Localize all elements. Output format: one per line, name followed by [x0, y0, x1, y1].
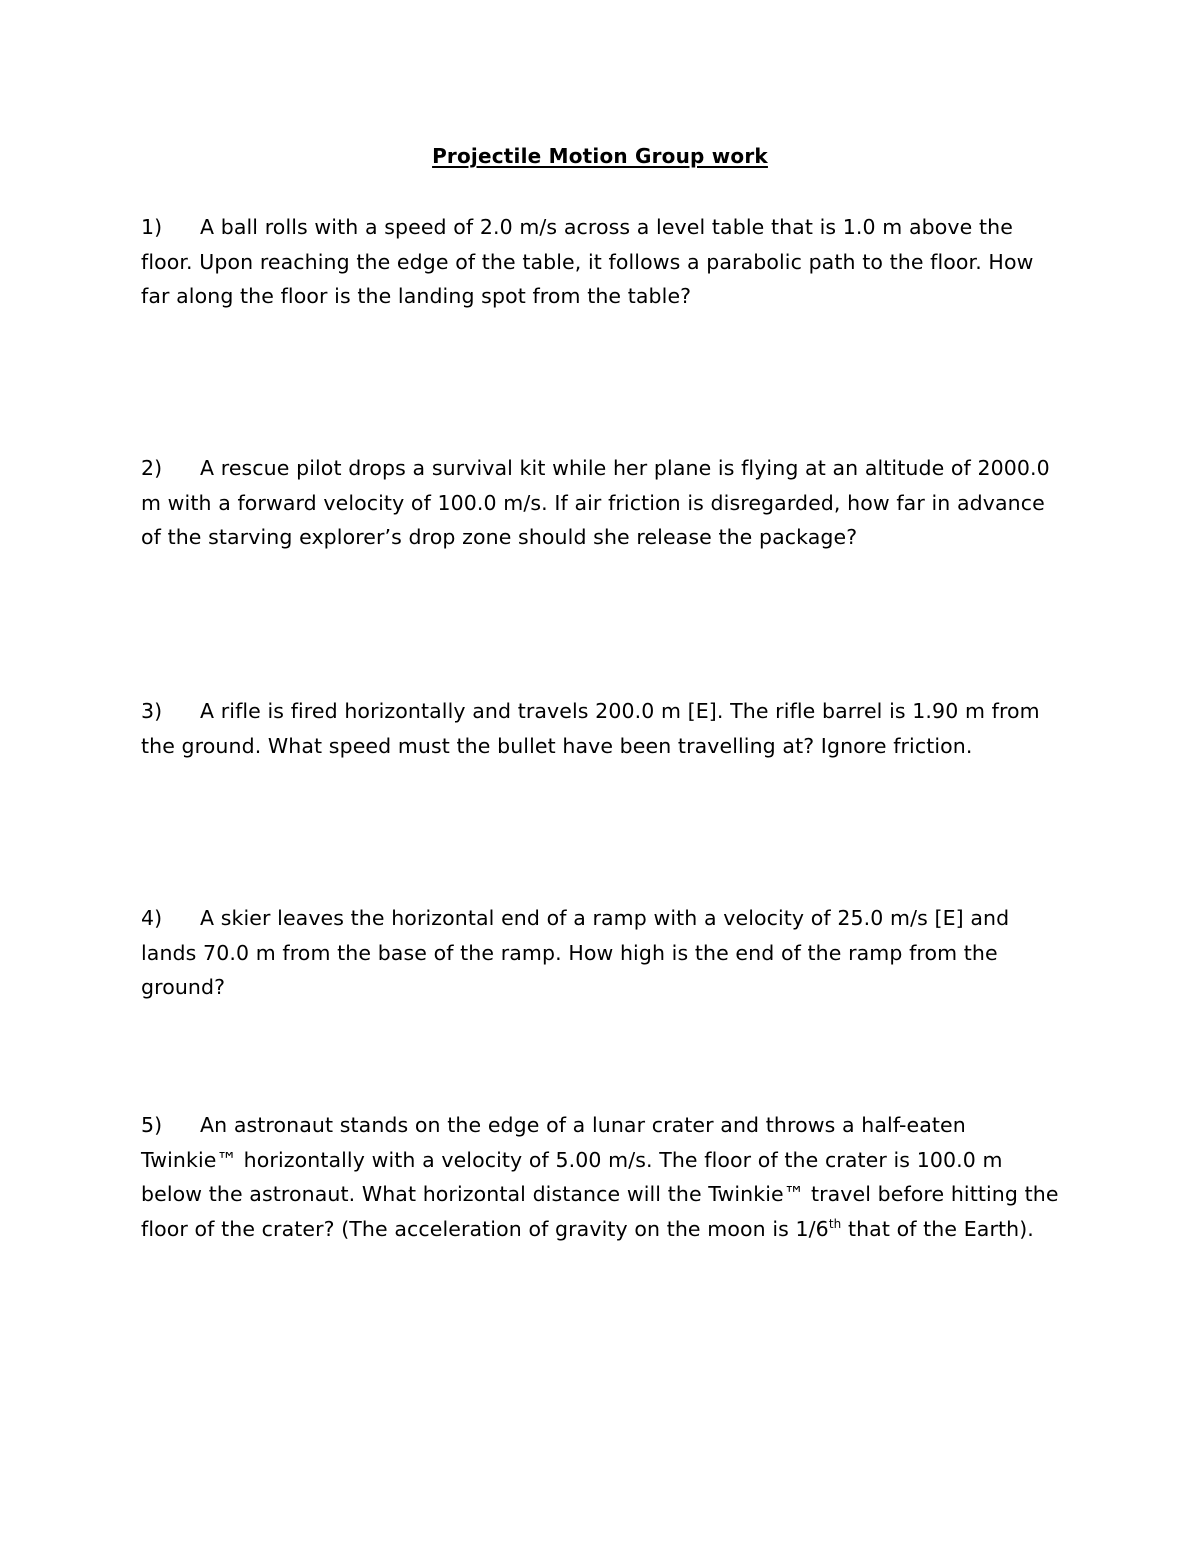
superscript-th: th	[828, 1216, 842, 1231]
question-number: 3)	[141, 699, 163, 723]
question-text: A skier leaves the horizontal end of a ramp with a velocity of 25.0 m/s [E] and lands 70.0 m from the base of the ramp. How high is the end of the ramp from the ground?	[141, 906, 1010, 1000]
question-text: A ball rolls with a speed of 2.0 m/s across a level table that is 1.0 m above the floor. Upon reaching the edge of the table, it follows a parabolic path to the floor. How far along the floor is the landing spot from the table?	[141, 215, 1034, 309]
question-number: 1)	[141, 215, 163, 239]
question-3	[141, 694, 1061, 763]
document-title: Projectile Motion Group work	[432, 144, 768, 168]
question-number: 4)	[141, 906, 163, 930]
question-text: A rescue pilot drops a survival kit while her plane is flying at an altitude of 2000.0 m with a forward velocity of 100.0 m/s. If air friction is disregarded, how far in advance of the starving explorer’s drop zone should she release the package?	[141, 456, 1050, 550]
question-4	[141, 901, 1061, 1005]
question-text: A rifle is fired horizontally and travels 200.0 m [E]. The rifle barrel is 1.90 m from the ground. What speed must the bullet have been travelling at? Ignore friction.	[141, 699, 1040, 758]
question-5	[141, 1108, 1061, 1246]
question-1	[141, 210, 1061, 314]
question-number: 5)	[141, 1113, 163, 1137]
question-text: An astronaut stands on the edge of a lunar crater and throws a half-eaten Twinkie™ horizontally with a velocity of 5.00 m/s. The floor of the crater is 100.0 m below the astronaut. What horizontal distance will the Twinkie™ travel before hitting the floor of the crater? (The acceleration of gravity on the moon is 1/6	[141, 1113, 1059, 1241]
question-text-end: that of the Earth).	[841, 1216, 1034, 1241]
question-number: 2)	[141, 456, 163, 480]
question-2	[141, 451, 1061, 555]
